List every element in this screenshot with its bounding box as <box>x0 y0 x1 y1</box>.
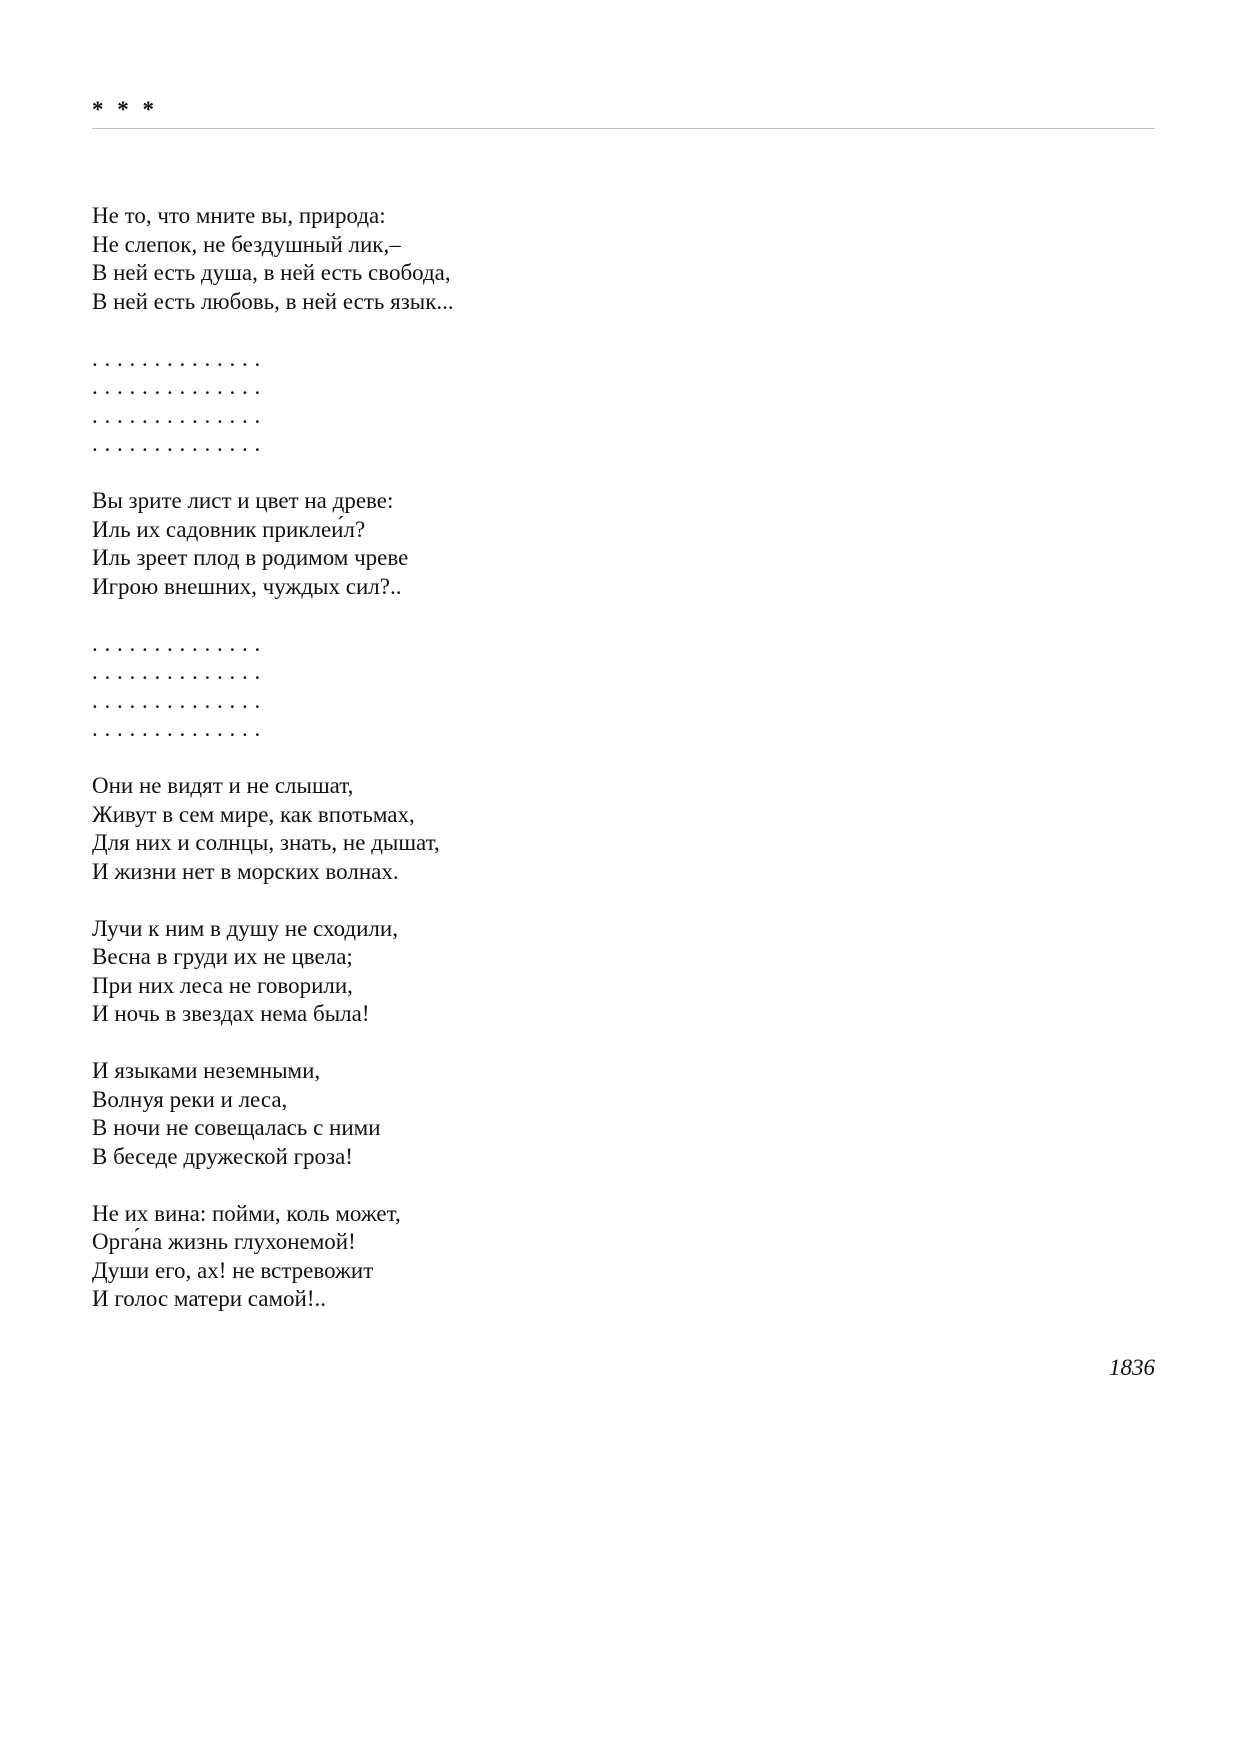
poem-line: Орга́на жизнь глухонемой! <box>92 1229 356 1254</box>
poem-line: Они не видят и не слышат, <box>92 773 354 798</box>
poem-line: И языками неземными, <box>92 1058 321 1083</box>
poem-line: Иль зреет плод в родимом чреве <box>92 545 409 570</box>
poem-line: Лучи к ним в душу не сходили, <box>92 915 398 941</box>
omission-dots: . . . . . . . . . . . . . . <box>92 716 261 741</box>
omission-dots: . . . . . . . . . . . . . . <box>92 345 261 371</box>
poem-line: Не слепок, не бездушный лик,– <box>92 231 401 257</box>
omission-dots: . . . . . . . . . . . . . . <box>92 630 261 656</box>
stanza-5 <box>92 772 892 886</box>
poem-line: Игрою внешних, чуждых сил?.. <box>92 573 402 599</box>
poem-line: Иль их садовник приклеи́л? <box>92 516 366 542</box>
stanza-4-omitted <box>92 630 892 744</box>
document-page <box>92 0 1155 1755</box>
omission-dots: . . . . . . . . . . . . . . <box>92 402 261 428</box>
omission-dots: . . . . . . . . . . . . . . <box>92 431 261 456</box>
stanza-7 <box>92 1057 892 1171</box>
omission-dots: . . . . . . . . . . . . . . <box>92 659 261 684</box>
poem-line: Волнуя реки и леса, <box>92 1086 288 1112</box>
poem-line: Живут в сем мире, как впотьмах, <box>92 801 415 827</box>
poem-line: Не то, что мните вы, природа: <box>92 203 386 228</box>
poem-line: В ночи не совещалась с ними <box>92 1115 381 1140</box>
poem-line: В беседе дружеской гроза! <box>92 1143 353 1169</box>
poem-line: В ней есть любовь, в ней есть язык... <box>92 288 454 314</box>
poem-date: 1836 <box>1109 1355 1155 1380</box>
poem-line: Весна в груди их не цвела; <box>92 944 353 969</box>
omission-dots: . . . . . . . . . . . . . . <box>92 687 261 713</box>
poem-line: И голос матери самой!.. <box>92 1286 326 1311</box>
poem-line: При них леса не говорили, <box>92 972 353 998</box>
poem-line: Для них и солнцы, знать, не дышат, <box>92 830 440 855</box>
poem-line: Души его, ах! не встревожит <box>92 1257 374 1283</box>
poem-line: И жизни нет в морских волнах. <box>92 858 399 884</box>
section-ornament: * * * <box>92 97 158 122</box>
stanza-2-omitted <box>92 345 892 459</box>
poem-line: Вы зрите лист и цвет на древе: <box>92 488 394 513</box>
poem-body <box>92 202 892 1342</box>
stanza-3 <box>92 487 892 601</box>
poem-line: Не их вина: пойми, коль может, <box>92 1200 401 1226</box>
poem-line: И ночь в звездах нема была! <box>92 1001 370 1026</box>
stanza-6 <box>92 915 892 1029</box>
stanza-1 <box>92 202 892 316</box>
header-divider <box>92 128 1155 129</box>
omission-dots: . . . . . . . . . . . . . . <box>92 374 261 399</box>
poem-line: В ней есть душа, в ней есть свобода, <box>92 260 451 285</box>
stanza-8 <box>92 1200 892 1314</box>
